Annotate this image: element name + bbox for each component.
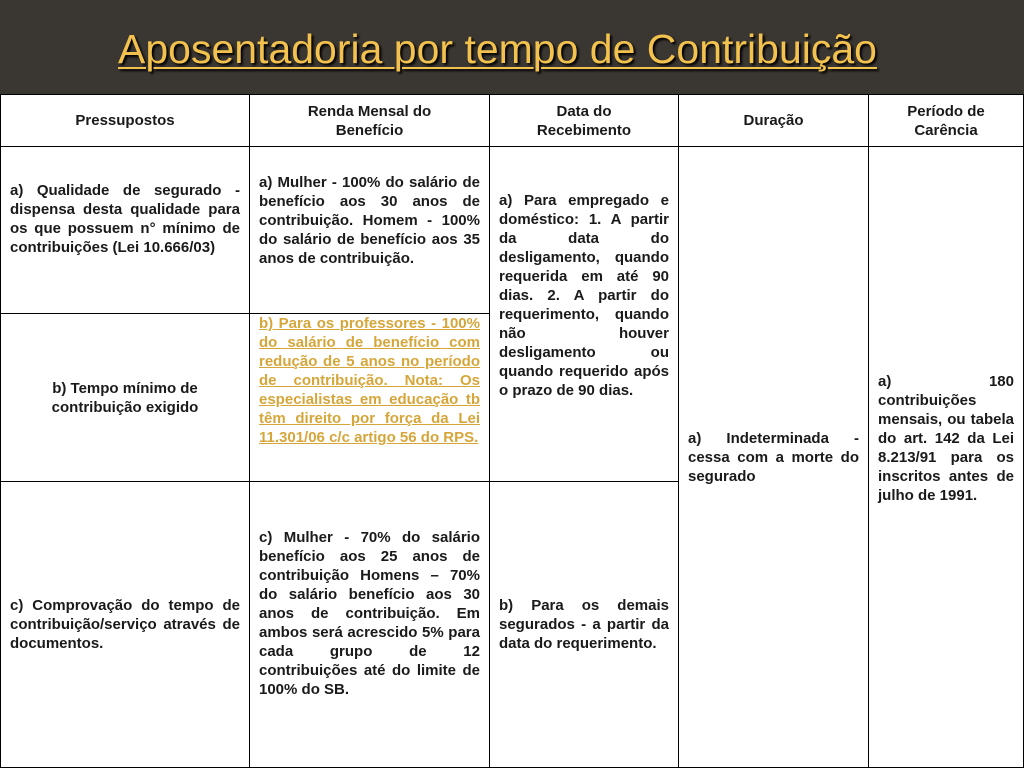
header-pressupostos: Pressupostos: [0, 94, 250, 147]
recebimento-a: a) Para empregado e doméstico: 1. A partir da data do desligamento, quando requerida em até 90 dias. 2. A partir do requerimento, quando não houver desligamento ou quando requerido após o prazo de 90 dias.: [490, 147, 679, 482]
header-duracao: Duração: [679, 94, 869, 147]
recebimento-b: b) Para os demais segurados - a partir da data do requerimento.: [490, 482, 679, 768]
header-periodo-carencia: Período de Carência: [869, 94, 1024, 147]
renda-b[interactable]: [250, 314, 490, 482]
renda-b-link[interactable]: b) Para os professores - 100% do salário de benefício com redução de 5 anos no período de contribuição. Nota: Os especialistas em educação tb têm direito por força da Lei 11.301/06 c/c artigo 56 do RPS.: [259, 315, 480, 446]
slide-title: Aposentadoria por tempo de Contribuição: [118, 26, 877, 72]
header-renda-mensal: Renda Mensal do Benefício: [250, 94, 490, 147]
header-data-recebimento: Data do Recebimento: [490, 94, 679, 147]
pressupostos-a: a) Qualidade de segurado - dispensa desta qualidade para os que possuem n° mínimo de contribuições (Lei 10.666/03): [0, 147, 250, 314]
renda-a: a) Mulher - 100% do salário de benefício aos 30 anos de contribuição. Homem - 100% do salário de benefício aos 35 anos de contribuição.: [250, 147, 490, 314]
duracao-a: a) Indeterminada - cessa com a morte do segurado: [679, 147, 869, 768]
renda-c: c) Mulher - 70% do salário benefício aos 25 anos de contribuição Homens – 70% do salário benefício aos 30 anos de contribuição. Em ambos será acrescido 5% para cada grupo de 12 contribuições até do limite de 100% do SB.: [250, 482, 490, 768]
carencia-a: a) 180 contribuições mensais, ou tabela do art. 142 da Lei 8.213/91 para os inscritos antes de julho de 1991.: [869, 147, 1024, 768]
benefit-table: [0, 94, 1024, 768]
pressupostos-c: c) Comprovação do tempo de contribuição/serviço através de documentos.: [0, 482, 250, 768]
pressupostos-b: b) Tempo mínimo de contribuição exigido: [0, 314, 250, 482]
title-bar: [0, 0, 1024, 95]
